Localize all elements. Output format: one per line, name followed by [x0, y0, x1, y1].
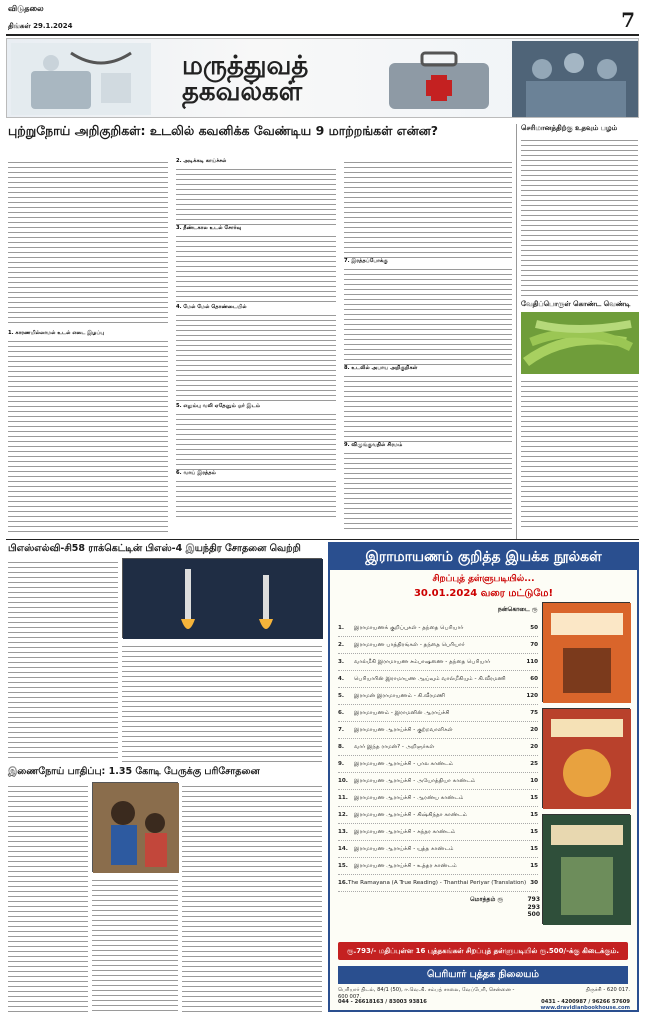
total-value: 793	[527, 896, 540, 903]
book-price: 20	[530, 727, 538, 733]
book-title: இராமாயண ஆராய்ச்சி - யுத்த காண்டம்	[354, 846, 454, 852]
subheading-fatigue: 3. நீண்டகால உடல் சோர்வு	[176, 225, 242, 231]
book-price: 50	[530, 625, 538, 631]
book-price: 120	[526, 693, 538, 699]
screening-text-c	[182, 782, 322, 1012]
store-address: பெரியார் திடல், 84/1 (50), ஈ.வெ.கி. சம்பத் சாலை, வேப்பேரி, சென்னை - 600 007.	[338, 987, 515, 1000]
column-1-text-b	[8, 337, 168, 533]
article-column-1	[8, 158, 168, 538]
book-cover-1	[542, 602, 630, 702]
page-number: 7	[621, 8, 635, 32]
article-column-2	[176, 158, 336, 538]
book-price: 15	[530, 846, 538, 852]
net-value: 500	[527, 911, 540, 918]
store-address-2: திருச்சி - 620 017.	[585, 987, 630, 993]
rocket-text	[8, 558, 118, 758]
book-title: இராமன் இராமாயணம் - கி.வீரமணி	[354, 693, 446, 699]
column-3-text	[344, 158, 512, 258]
article-body	[8, 158, 513, 538]
book-price: 30	[530, 880, 538, 886]
side-text-okra	[521, 377, 638, 527]
total-label: மொத்தம் ரூ	[470, 896, 503, 903]
book-number: 2.	[338, 642, 345, 648]
column-2-text-b	[176, 232, 336, 304]
article-column-3	[344, 158, 512, 538]
banner-title-line2: தகவல்கள்	[182, 77, 303, 107]
book-title: இராமாயண ஆராய்ச்சி - அயோத்தியா காண்டம்	[354, 778, 476, 784]
book-title: இராமாயண ஆராய்ச்சி - பால காண்டம்	[354, 761, 454, 767]
banner-medical-image	[11, 43, 151, 115]
screening-headline: இணைநோய் பாதிப்பு: 1.35 கோடி பேருக்கு பரிசோதனை	[8, 766, 260, 777]
book-number: 5.	[338, 693, 345, 699]
side-text-fruit	[521, 136, 638, 296]
book-price: 15	[530, 795, 538, 801]
book-title: இராமாயண பாத்திரங்கள் - தந்தை பெரியார்	[354, 642, 465, 648]
book-title: வார் இந்த ராமன்? - அறிஞர்கள்	[354, 744, 435, 750]
rocket-photo	[122, 558, 322, 638]
book-list-item	[338, 790, 538, 807]
column-1-text	[8, 158, 168, 326]
book-title: The Ramayana (A True Reading) - Thanthai Periyar (Translation)	[347, 880, 527, 886]
book-list-item	[338, 671, 538, 688]
book-list-item	[338, 705, 538, 722]
book-list-item	[338, 637, 538, 654]
book-title: இராமாயண ஆராய்ச்சி - குற்றவாளிகள்	[354, 727, 453, 733]
book-price: 20	[530, 744, 538, 750]
screening-photo	[92, 782, 178, 872]
book-title: இராமாயண ஆராய்ச்சி - உத்தர காண்டம்	[354, 863, 457, 869]
subheading-bone-pain: 5. எலும்பு வலி ஏதேனும் ஓர் இடம்	[176, 403, 260, 409]
price-header: நன்கொடை ரூ	[498, 606, 538, 613]
book-price: 70	[530, 642, 538, 648]
screening-text-b	[92, 876, 178, 1012]
side-headline-okra: வேதிப்பொருள் கொண்ட வெண்டி	[521, 300, 631, 308]
book-price: 15	[530, 829, 538, 835]
issue-date: திங்கள் 29.1.2024	[8, 22, 73, 30]
book-number: 7.	[338, 727, 345, 733]
column-2-text-d	[176, 410, 336, 470]
book-list-item	[338, 688, 538, 705]
book-cover-2	[542, 708, 630, 808]
book-list-item	[338, 620, 538, 637]
book-number: 14.	[338, 846, 348, 852]
book-title: இராமாயணக் குறிப்புகள் - தந்தை பெரியார்	[354, 625, 464, 631]
side-headline-fruit: செரிமானத்திற்கு உதவும் பழம்	[521, 124, 618, 132]
book-price: 15	[530, 863, 538, 869]
book-number: 15.	[338, 863, 348, 869]
store-phone: 044 - 26618163 / 83003 93816	[338, 999, 427, 1005]
banner-title-line1: மருத்துவத்	[182, 51, 309, 81]
screening-text	[8, 782, 88, 1012]
header-rule	[6, 34, 639, 36]
totals	[470, 896, 540, 918]
book-list-item	[338, 654, 538, 671]
book-title: பெரியாரின் இராமாயண ஆய்வும் வால்மீகியும் - கி.வீரமணி	[354, 676, 506, 682]
side-column	[516, 124, 638, 539]
book-number: 12.	[338, 812, 348, 818]
book-number: 6.	[338, 710, 345, 716]
book-list-item	[338, 756, 538, 773]
book-list-item	[338, 841, 538, 858]
column-3-text-d	[344, 449, 512, 529]
store-website[interactable]: www.dravidianbookhouse.com	[540, 1005, 630, 1011]
book-price: 15	[530, 812, 538, 818]
medical-kit-icon	[387, 49, 497, 111]
book-price: 110	[526, 659, 538, 665]
column-2-text-c	[176, 311, 336, 403]
column-2-text	[176, 165, 336, 225]
ad-title: இராமாயணம் குறித்த இயக்க நூல்கள்	[330, 544, 637, 570]
surgery-team-image	[512, 41, 638, 117]
okra-photo	[521, 312, 639, 374]
column-3-text-b	[344, 265, 512, 365]
book-number: 1.	[338, 625, 345, 631]
subheading-weight-loss: 1. காரணமில்லாமல் உடல் எடை இழப்பு	[8, 330, 105, 336]
book-price: 75	[530, 710, 538, 716]
banner-title	[182, 53, 308, 105]
book-title: வால்மீகி இராமாயண சம்பாஷணை - தந்தை பெரியார்	[354, 659, 491, 665]
discount-value: 293	[527, 904, 540, 911]
book-title: இராமாயண ஆராய்ச்சி - சுந்தர காண்டம்	[354, 829, 456, 835]
book-list-item	[338, 739, 538, 756]
subheading-fever: 2. அடிக்கடி காய்ச்சல்	[176, 158, 227, 164]
subheading-swallowing: 9. விழுங்குவதில் சிரமம்	[344, 442, 403, 448]
book-list	[338, 620, 538, 892]
book-price: 10	[530, 778, 538, 784]
ad-subtitle: சிறப்புத் தள்ளுபடியில்...	[432, 574, 535, 584]
ad-deadline: 30.01.2024 வரை மட்டுமே!	[413, 588, 554, 599]
column-2-text-e	[176, 477, 336, 517]
book-list-item	[338, 875, 538, 892]
subheading-bleeding: 7. இரத்தப்போக்கு	[344, 258, 388, 264]
book-number: 8.	[338, 744, 345, 750]
subheading-mouth: 6. வாய் இரத்தம்	[176, 470, 216, 476]
store-phone-2: 0431 - 4200987 / 96266 57609	[541, 999, 630, 1005]
subheading-throat: 4. மேல் மேல் தொண்டையில்	[176, 304, 247, 310]
column-3-text-c	[344, 372, 512, 442]
paper-name: விடுதலை	[8, 4, 44, 13]
book-price: 60	[530, 676, 538, 682]
book-title: இராமாயண ஆராய்ச்சி - கிஷ்கிந்தா காண்டம்	[354, 812, 468, 818]
book-number: 11.	[338, 795, 348, 801]
book-number: 9.	[338, 761, 345, 767]
subheading-danger-signs: 8. உடலில் அபாய அறிகுறிகள்	[344, 365, 418, 371]
book-list-item	[338, 807, 538, 824]
book-cover-3	[542, 814, 630, 924]
article-headline: புற்றுநோய் அறிகுறிகள்: உடலில் கவனிக்க வேண்டிய 9 மாற்றங்கள் என்ன?	[8, 123, 439, 138]
book-list-item	[338, 858, 538, 875]
book-title: இராமாயணம் - இராமனின் ஆராய்ச்சி	[354, 710, 450, 716]
store-name: பெரியார் புத்தக நிலையம்	[338, 966, 628, 984]
book-list-item	[338, 722, 538, 739]
book-advertisement	[328, 542, 639, 1012]
book-number: 4.	[338, 676, 345, 682]
rocket-text-b	[122, 642, 322, 762]
book-list-item	[338, 824, 538, 841]
section-rule	[6, 539, 639, 540]
book-number: 3.	[338, 659, 345, 665]
health-banner	[6, 38, 639, 118]
offer-strip: ரூ.793/- மதிப்புள்ள 16 புத்தகங்கள் சிறப்புத் தள்ளுபடியில் ரூ.500/-க்கு கிடைக்கும்.	[338, 942, 628, 960]
book-title: இராமாயண ஆராய்ச்சி - ஆரண்ய காண்டம்	[354, 795, 464, 801]
book-price: 25	[530, 761, 538, 767]
book-number: 10.	[338, 778, 348, 784]
book-number: 16.	[338, 880, 348, 886]
book-list-item	[338, 773, 538, 790]
rocket-headline: பிஎஸ்எல்வி-சி58 ராக்கெட்டின் பிஎஸ்-4 இயந்திர சோதனை வெற்றி	[8, 543, 301, 554]
book-number: 13.	[338, 829, 348, 835]
